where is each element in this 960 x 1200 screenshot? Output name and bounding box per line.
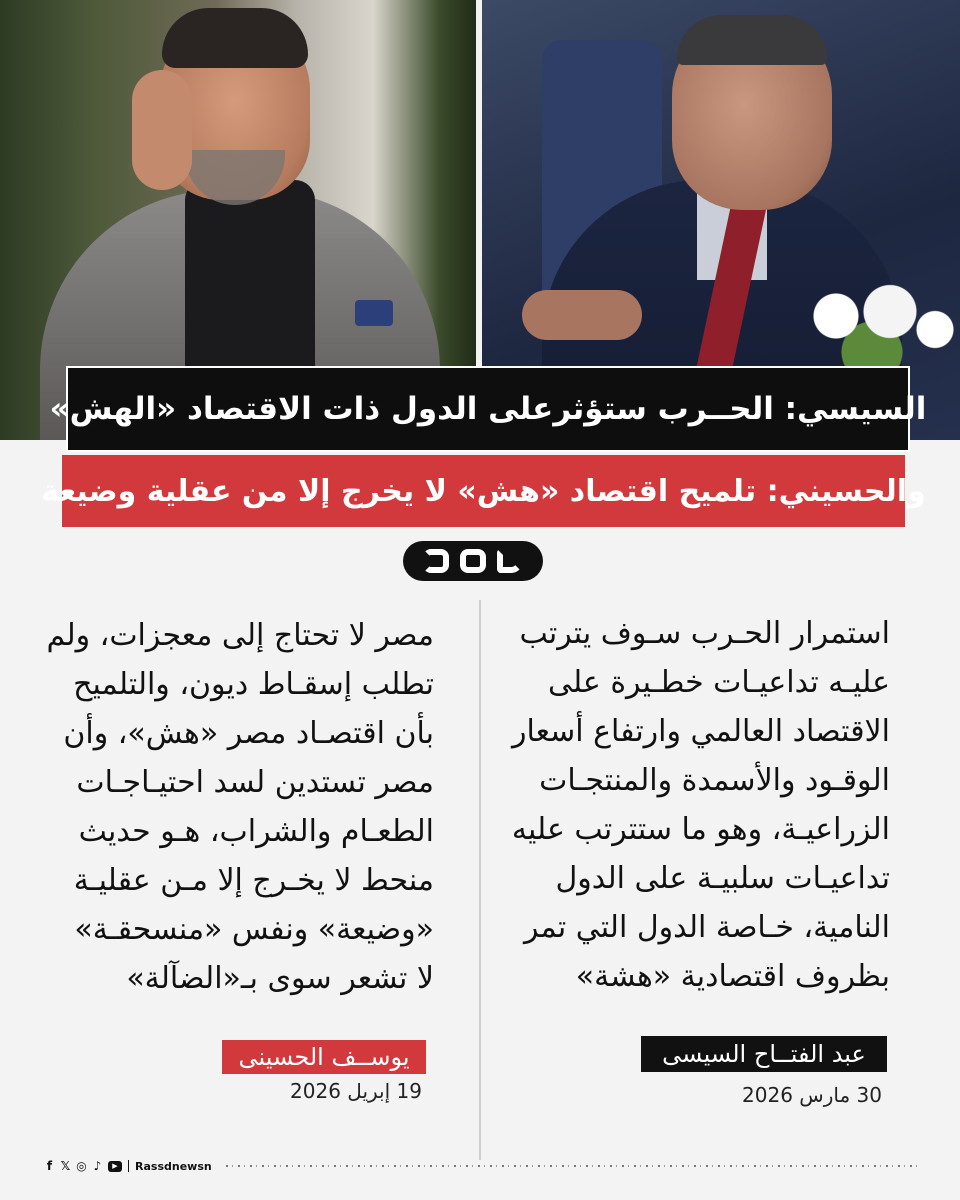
quote-line: النامية، خـاصة الدول التي تمر (523, 910, 890, 945)
quote-line: تداعيـات سلبيـة على الدول (555, 861, 890, 896)
flowers-shape (782, 280, 960, 370)
quote-line: الاقتصاد العالمي وارتفاع أسعار (512, 714, 890, 749)
instagram-icon[interactable]: ◎ (76, 1158, 87, 1173)
headline-primary-text: السيسي: الحــرب ستؤثرعلى الدول ذات الاقتصاد «الهش» (49, 391, 927, 427)
column-divider (479, 600, 481, 1160)
quote-line: عليـه تداعيـات خطـيرة على (547, 665, 890, 700)
quote-line: «وضيعة» ونفس «منسحقـة» (74, 912, 434, 947)
hair-shape (677, 15, 827, 65)
headline-secondary (41, 455, 926, 527)
hair-shape (162, 8, 308, 68)
footer (44, 1155, 919, 1177)
facebook-icon[interactable]: f (46, 1158, 53, 1173)
social-icons (44, 1158, 122, 1173)
quote-line: الطعـام والشراب، هـو حديث (78, 814, 434, 849)
hand-shape (132, 70, 192, 190)
quote-line: مصر لا تحتاج إلى معجزات، ولم (46, 618, 434, 653)
footer-dotted-line (226, 1165, 919, 1167)
logo-letter-d (423, 549, 449, 573)
quote-line: الزراعيـة، وهو ما ستترتب عليه (511, 812, 890, 847)
speaker-name-hosseiny: يوســف الحسينى (222, 1040, 426, 1074)
quote-date-sisi: 30 مارس 2026 (742, 1083, 882, 1107)
quote-line: تطلب إسقـاط ديون، والتلميح (73, 667, 434, 702)
quote-line: مصر تستدين لسد احتيـاجـات (76, 765, 434, 800)
quote-line: بأن اقتصـاد مصر «هش»، وأن (63, 716, 434, 751)
logo-letter-r (497, 549, 523, 573)
headline-primary (49, 366, 927, 452)
rassd-logo (403, 541, 543, 581)
x-icon[interactable]: 𝕏 (60, 1158, 71, 1173)
quote-line: بظروف اقتصادية «هشة» (575, 959, 890, 994)
quote-sisi (510, 609, 890, 1001)
footer-separator (128, 1160, 129, 1172)
quote-hosseiny (46, 611, 434, 1003)
hand-shape (522, 290, 642, 340)
quote-line: لا تشعر سوى بـ«الضآلة» (126, 961, 434, 996)
quote-line: الوقـود والأسمدة والمنتجـات (539, 763, 890, 798)
tiktok-icon[interactable]: ♪ (93, 1158, 102, 1173)
pocket-square-shape (355, 300, 393, 326)
headline-secondary-text: والحسيني: تلميح اقتصاد «هش» لا يخرج إلا من عقلية وضيعة (41, 473, 926, 509)
speaker-name-sisi: عبد الفتــاح السيسى (641, 1036, 887, 1072)
quote-line: منحط لا يخـرج إلا مـن عقليـة (73, 863, 434, 898)
quote-date-hosseiny: 19 إبريل 2026 (290, 1079, 422, 1103)
quote-line: استمرار الحـرب سـوف يترتب (519, 616, 890, 651)
youtube-icon[interactable]: ▶ (108, 1161, 122, 1172)
social-handle: Rassdnewsn (135, 1159, 212, 1173)
logo-letter-s (460, 549, 486, 573)
